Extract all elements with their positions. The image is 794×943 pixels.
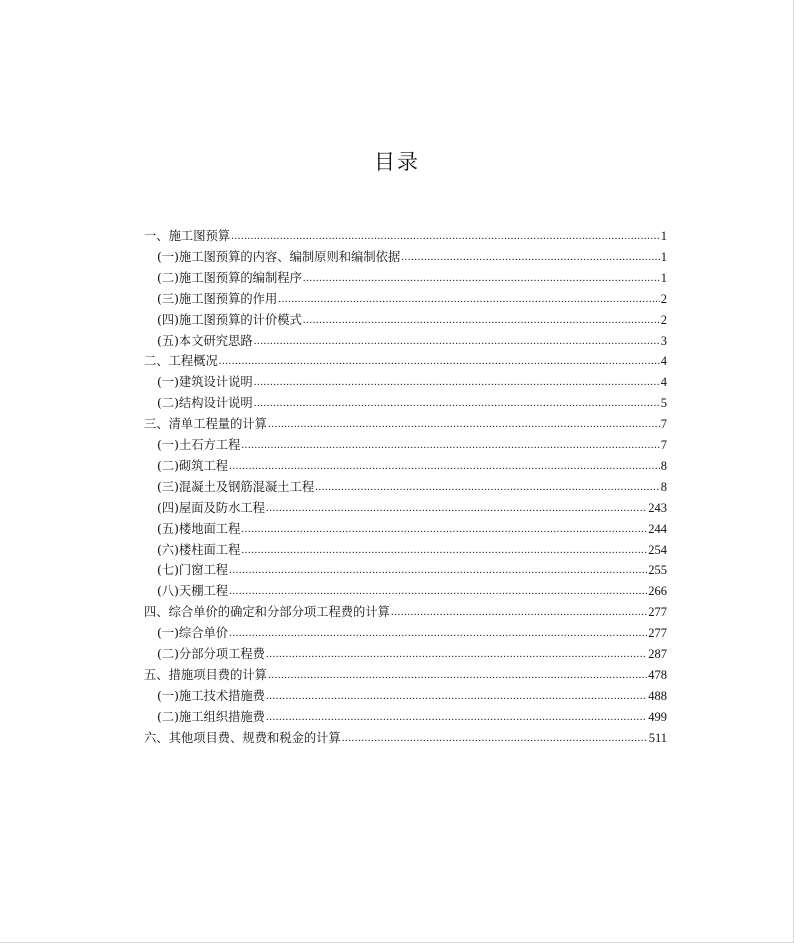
toc-entry-page-number: 8 bbox=[660, 479, 667, 494]
toc-dot-leader bbox=[254, 333, 660, 349]
toc-dot-leader bbox=[241, 521, 647, 537]
toc-entry[interactable] bbox=[157, 329, 667, 349]
toc-dot-leader bbox=[229, 458, 660, 474]
toc-entry-label: (四)施工图预算的计价模式 bbox=[157, 312, 302, 327]
toc-entry-label: (一)综合单价 bbox=[157, 626, 229, 641]
toc-dot-leader bbox=[278, 291, 659, 307]
toc-entry[interactable] bbox=[157, 496, 667, 516]
toc-entry-page-number: 277 bbox=[648, 626, 667, 641]
toc-entry[interactable] bbox=[157, 475, 667, 495]
toc-entry-label: (七)门窗工程 bbox=[157, 563, 229, 578]
toc-entry-label: 二、工程概况 bbox=[144, 354, 218, 369]
toc-entry-page-number: 2 bbox=[660, 312, 667, 327]
toc-dot-leader bbox=[342, 730, 648, 746]
toc-entry-label: 五、措施项目费的计算 bbox=[144, 667, 267, 682]
toc-entry-label: 六、其他项目费、规费和税金的计算 bbox=[144, 730, 341, 745]
toc-entry-page-number: 277 bbox=[648, 605, 667, 620]
toc-entry-label: (二)结构设计说明 bbox=[157, 396, 253, 411]
toc-entry-label: (二)施工组织措施费 bbox=[157, 709, 265, 724]
toc-entry-label: 四、综合单价的确定和分部分项工程费的计算 bbox=[144, 605, 390, 620]
toc-entry-page-number: 266 bbox=[648, 584, 667, 599]
toc-dot-leader bbox=[229, 583, 647, 599]
toc-entry-page-number: 1 bbox=[660, 249, 667, 264]
toc-dot-leader bbox=[254, 395, 660, 411]
toc-entry[interactable] bbox=[157, 287, 667, 307]
toc-entry[interactable] bbox=[144, 349, 667, 369]
toc-entry[interactable] bbox=[157, 621, 667, 641]
toc-entry-page-number: 499 bbox=[648, 709, 667, 724]
toc-dot-leader bbox=[303, 270, 660, 286]
toc-entry-label: (五)本文研究思路 bbox=[157, 333, 253, 348]
toc-entry-label: 三、清单工程量的计算 bbox=[144, 417, 267, 432]
toc-entry-page-number: 255 bbox=[648, 563, 667, 578]
toc-dot-leader bbox=[268, 667, 647, 683]
toc-entry-label: (一)施工图预算的内容、编制原则和编制依据 bbox=[157, 249, 401, 264]
toc-entry-page-number: 488 bbox=[648, 688, 667, 703]
toc-entry[interactable] bbox=[157, 266, 667, 286]
toc-entry[interactable] bbox=[157, 538, 667, 558]
toc-dot-leader bbox=[266, 688, 647, 704]
toc-dot-leader bbox=[266, 646, 647, 662]
toc-title: 目录 bbox=[374, 150, 420, 174]
toc-entry-page-number: 8 bbox=[660, 458, 667, 473]
toc-dot-leader bbox=[229, 625, 647, 641]
toc-entry-label: (三)施工图预算的作用 bbox=[157, 291, 278, 306]
toc-entry[interactable] bbox=[157, 558, 667, 578]
toc-dot-leader bbox=[229, 562, 647, 578]
toc-entry-label: (五)楼地面工程 bbox=[157, 521, 241, 536]
toc-entry[interactable] bbox=[157, 245, 667, 265]
toc-dot-leader bbox=[391, 604, 647, 620]
toc-entry-label: (一)施工技术措施费 bbox=[157, 688, 265, 703]
toc-entry-page-number: 511 bbox=[648, 730, 667, 745]
toc-entry-page-number: 5 bbox=[660, 396, 667, 411]
toc-entry-label: (二)分部分项工程费 bbox=[157, 647, 265, 661]
toc-entry-label: (一)建筑设计说明 bbox=[157, 375, 253, 390]
toc-entry-label: (二)施工图预算的编制程序 bbox=[157, 270, 302, 285]
toc-dot-leader bbox=[303, 312, 660, 328]
toc-entry-page-number: 7 bbox=[660, 417, 667, 432]
toc-entry[interactable] bbox=[157, 579, 667, 599]
toc-entry-page-number: 287 bbox=[648, 647, 667, 661]
toc-entry[interactable] bbox=[157, 517, 667, 537]
toc-entry-label: (四)屋面及防水工程 bbox=[157, 500, 265, 515]
toc-entry-label: (六)楼柱面工程 bbox=[157, 542, 241, 557]
toc-entry[interactable] bbox=[144, 412, 667, 432]
toc-entry[interactable] bbox=[157, 642, 667, 662]
toc-entry-label: (二)砌筑工程 bbox=[157, 458, 229, 473]
toc-dot-leader bbox=[401, 249, 660, 265]
toc-entry-page-number: 3 bbox=[660, 333, 667, 348]
toc-dot-leader bbox=[266, 500, 647, 516]
toc-entry-page-number: 2 bbox=[660, 291, 667, 306]
toc-dot-leader bbox=[241, 437, 659, 453]
toc-entry[interactable] bbox=[157, 391, 667, 411]
toc-entry[interactable] bbox=[157, 684, 667, 704]
toc-entry-label: (一)土石方工程 bbox=[157, 438, 241, 452]
toc-dot-leader bbox=[254, 374, 660, 390]
toc-entry[interactable] bbox=[157, 454, 667, 474]
toc-entry[interactable] bbox=[157, 705, 667, 725]
toc-entry-page-number: 1 bbox=[660, 270, 667, 285]
toc-entry-page-number: 4 bbox=[660, 354, 667, 369]
toc-entry-label: 一、施工图预算 bbox=[144, 229, 231, 243]
toc-entry[interactable] bbox=[144, 663, 667, 683]
toc-entry-page-number: 1 bbox=[660, 229, 667, 243]
toc-entry-page-number: 4 bbox=[660, 375, 667, 390]
toc-entry-label: (三)混凝土及钢筋混凝土工程 bbox=[157, 479, 315, 494]
toc-dot-leader bbox=[268, 416, 660, 432]
toc-entry[interactable] bbox=[144, 224, 667, 244]
toc-dot-leader bbox=[266, 709, 647, 725]
toc-entry[interactable] bbox=[157, 370, 667, 390]
toc-entry[interactable] bbox=[144, 600, 667, 620]
toc-entry-page-number: 478 bbox=[648, 667, 667, 682]
toc-entry-page-number: 7 bbox=[660, 438, 667, 452]
toc-entry-page-number: 244 bbox=[648, 521, 667, 536]
toc-dot-leader bbox=[315, 479, 660, 495]
toc-dot-leader bbox=[219, 353, 660, 369]
toc-entry-label: (八)天棚工程 bbox=[157, 584, 229, 599]
toc-dot-leader bbox=[241, 542, 647, 558]
toc-entry[interactable] bbox=[157, 308, 667, 328]
toc-dot-leader bbox=[231, 228, 660, 244]
toc-entry[interactable] bbox=[157, 433, 667, 453]
toc-entry-page-number: 254 bbox=[648, 542, 667, 557]
toc-entry-page-number: 243 bbox=[648, 500, 667, 515]
toc-entry[interactable] bbox=[144, 726, 667, 746]
